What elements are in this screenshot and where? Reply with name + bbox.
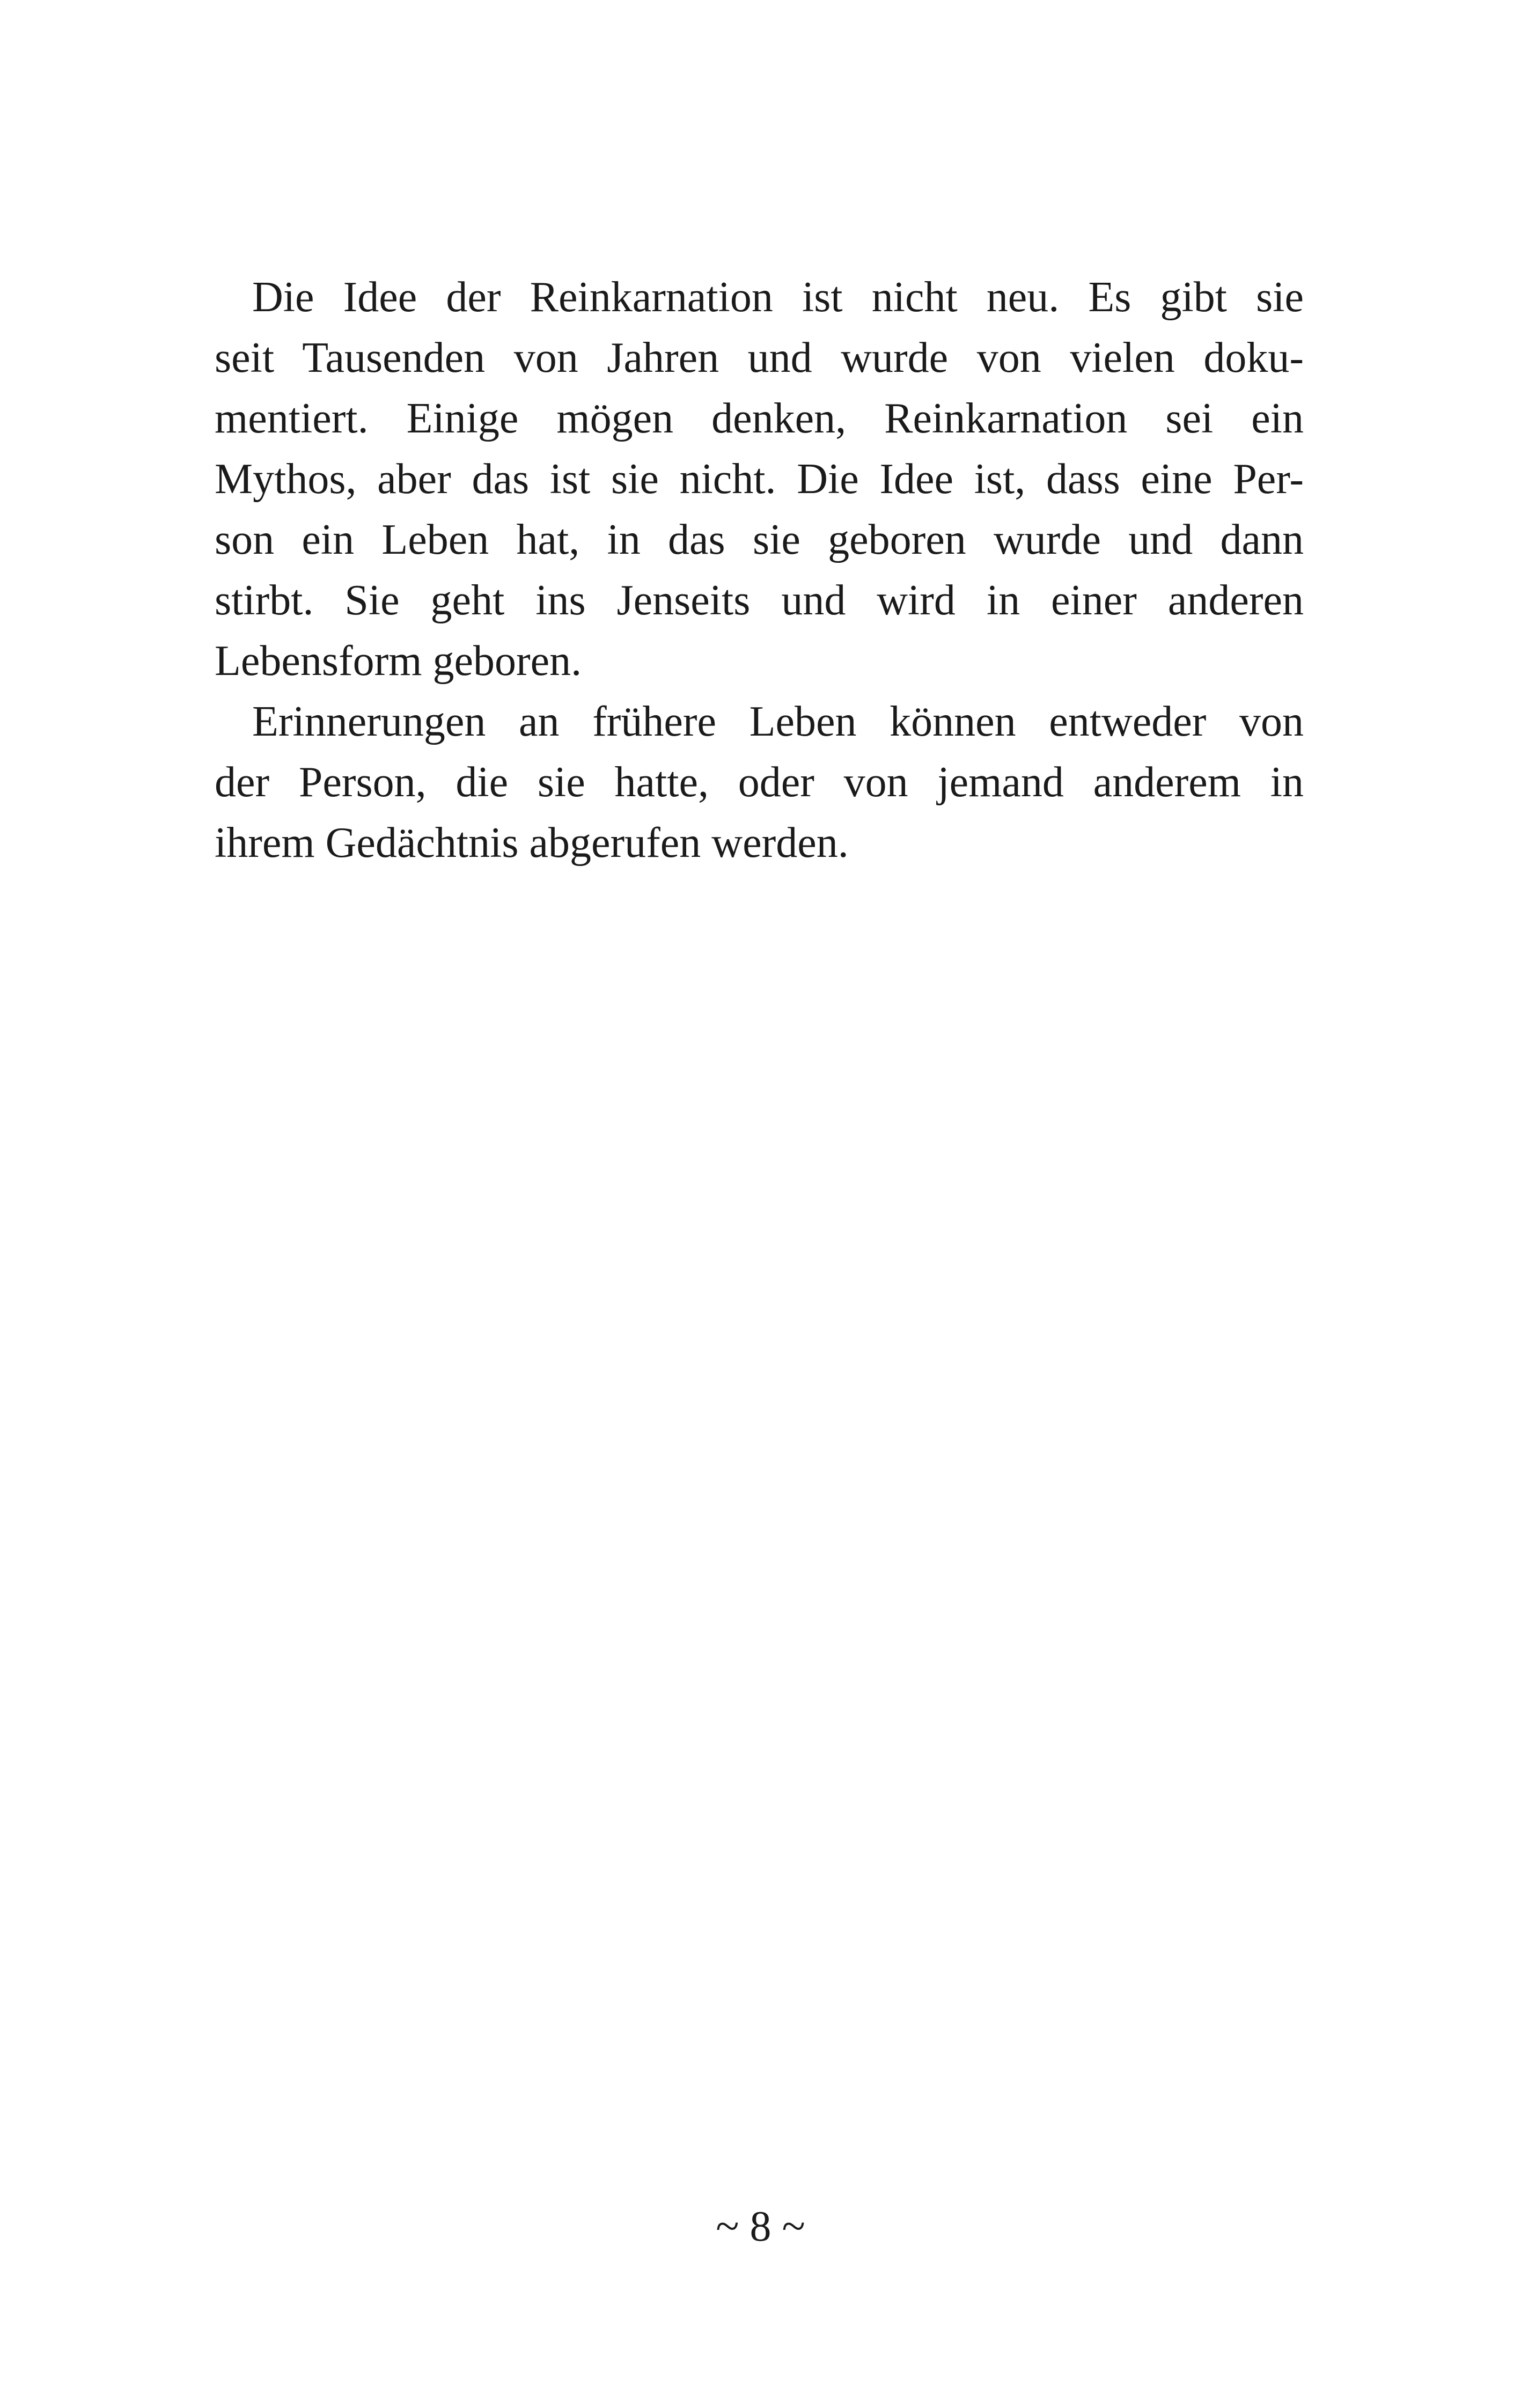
page-number: ~ 8 ~ (716, 2203, 805, 2250)
text-line: mentiert. Einige mögen denken, Reinkarnation sei ein (215, 395, 1304, 442)
text-line: stirbt. Sie geht ins Jenseits und wird in einer anderen (215, 577, 1304, 624)
text-line: Die Idee der Reinkarnation ist nicht neu. Es gibt sie (252, 274, 1304, 321)
text-line: ihrem Gedächtnis abgerufen werden. (215, 819, 849, 867)
paragraph-2 (215, 692, 1304, 873)
text-line: Mythos, aber das ist sie nicht. Die Idee ist, dass eine Per- (215, 456, 1304, 503)
text-line: der Person, die sie hatte, oder von jemand anderem in (215, 759, 1304, 806)
body-text (215, 267, 1304, 873)
text-line: Erinnerungen an frühere Leben können entweder von (252, 698, 1304, 745)
paragraph-1 (215, 267, 1304, 692)
text-line: seit Tausenden von Jahren und wurde von vielen doku- (215, 334, 1304, 381)
text-line: Lebensform geboren. (215, 637, 582, 685)
text-line: son ein Leben hat, in das sie geboren wurde und dann (215, 516, 1304, 563)
